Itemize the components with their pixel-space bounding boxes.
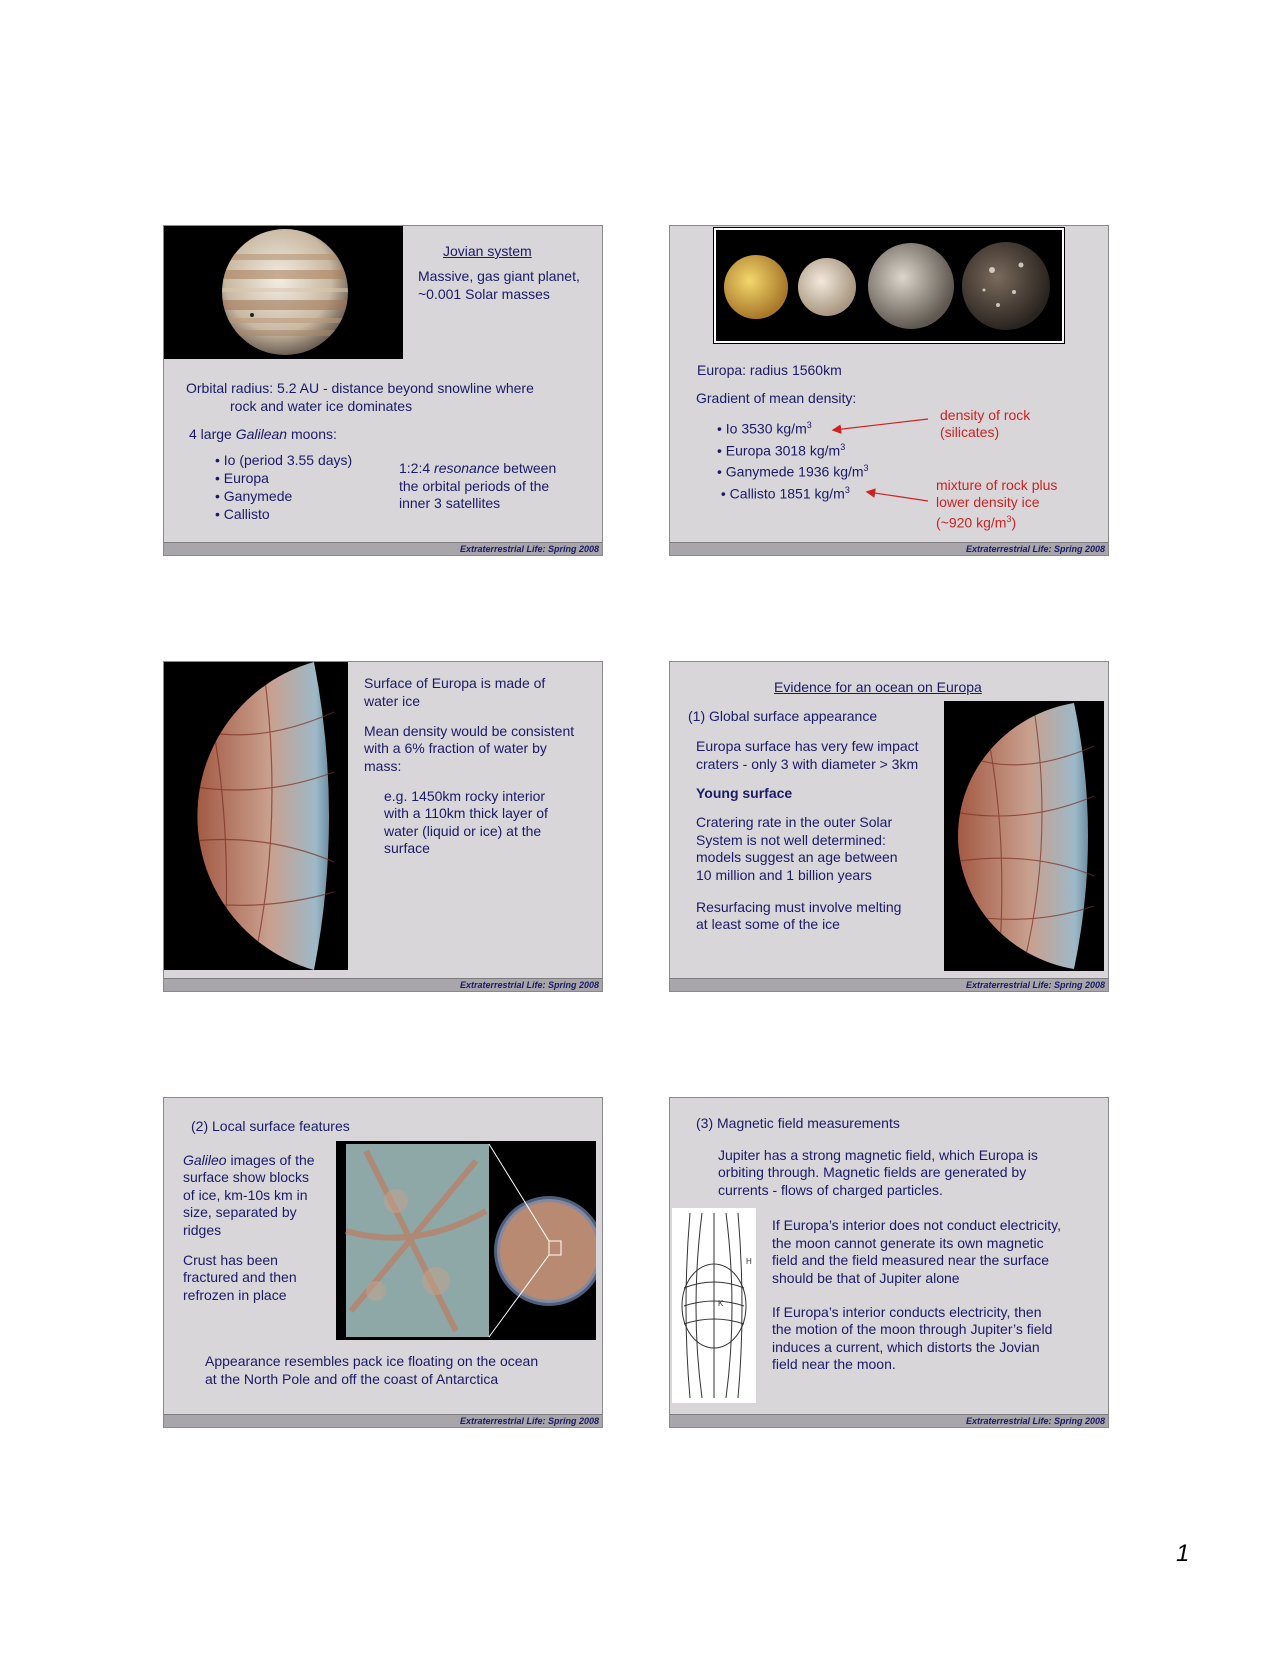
section-heading: (2) Local surface features bbox=[191, 1118, 350, 1134]
density-consistent-line-3: mass: bbox=[364, 758, 402, 774]
slide-footer: Extraterrestrial Life: Spring 2008 bbox=[164, 1414, 602, 1427]
page-number: 1 bbox=[1176, 1540, 1190, 1567]
cratering-line-3: models suggest an age between bbox=[696, 849, 898, 865]
orbital-radius-line-1: Orbital radius: 5.2 AU - distance beyond snowline where bbox=[186, 380, 534, 396]
resonance-line-2: the orbital periods of the bbox=[399, 478, 550, 494]
density-consistent-line-2: with a 6% fraction of water by bbox=[364, 740, 547, 756]
appearance-line-2: at the North Pole and off the coast of Antarctica bbox=[205, 1371, 499, 1387]
crust-line-3: refrozen in place bbox=[183, 1287, 287, 1303]
non-conducting-line-1: If Europa’s interior does not conduct electricity, bbox=[772, 1217, 1061, 1233]
craters-line-1: Europa surface has very few impact bbox=[696, 738, 919, 754]
list-item: • Io 3530 $kg/m^3$ bbox=[717, 420, 812, 437]
galileo-line-2: surface show blocks bbox=[183, 1169, 310, 1185]
slide-title: Jovian system bbox=[443, 243, 532, 259]
slide-footer: Extraterrestrial Life: Spring 2008 bbox=[164, 542, 602, 555]
resonance-line-3: inner 3 satellites bbox=[399, 495, 501, 511]
slide-local-surface bbox=[163, 1097, 603, 1428]
non-conducting-line-3: field and the field measured near the surface bbox=[772, 1252, 1050, 1268]
k-label: K bbox=[718, 1299, 724, 1308]
jupiter-field-line-3: currents - flows of charged particles. bbox=[718, 1182, 943, 1198]
density-consistent-line-1: Mean density would be consistent bbox=[364, 723, 575, 739]
slide-ocean-evidence bbox=[669, 661, 1109, 992]
conducting-line-2: the motion of the moon through Jupiter’s field bbox=[772, 1321, 1053, 1337]
crust-line-2: fractured and then bbox=[183, 1269, 297, 1285]
galileo-line-1: Galileo images of the bbox=[183, 1152, 315, 1168]
list-item: • Io (period 3.55 days) bbox=[215, 452, 353, 468]
jupiter-image bbox=[164, 226, 403, 359]
cratering-line-1: Cratering rate in the outer Solar bbox=[696, 814, 893, 830]
moon-list bbox=[215, 451, 352, 523]
moons-heading: 4 large Galilean moons: bbox=[189, 426, 337, 442]
magnetic-field-diagram bbox=[672, 1208, 756, 1403]
galileo-line-3: of ice, km-10s km in bbox=[183, 1187, 308, 1203]
craters-line-2: craters - only 3 with diameter > 3km bbox=[696, 756, 919, 772]
europa-image bbox=[164, 662, 348, 970]
jupiter-field-line-2: orbiting through. Magnetic fields are generated by bbox=[718, 1164, 1027, 1180]
slide-footer: Extraterrestrial Life: Spring 2008 bbox=[164, 978, 602, 991]
ice-mixture-annotation-1: mixture of rock plus bbox=[936, 477, 1058, 493]
section-heading: (3) Magnetic field measurements bbox=[696, 1115, 900, 1131]
h-label: H bbox=[746, 1257, 752, 1266]
galileo-line-5: ridges bbox=[183, 1222, 222, 1238]
resonance-line-1: 1:2:4 resonance between bbox=[399, 460, 557, 476]
non-conducting-line-4: should be that of Jupiter alone bbox=[772, 1270, 960, 1286]
crust-line-1: Crust has been bbox=[183, 1252, 278, 1268]
example-line-3: water (liquid or ice) at the bbox=[384, 823, 542, 839]
example-line-1: e.g. 1450km rocky interior bbox=[384, 788, 546, 804]
slide-footer: Extraterrestrial Life: Spring 2008 bbox=[670, 978, 1108, 991]
cratering-line-2: System is not well determined: bbox=[696, 832, 886, 848]
arrow-to-callisto-icon bbox=[868, 492, 928, 501]
surface-ice-line-1: Surface of Europa is made of bbox=[364, 675, 546, 691]
orbital-radius-line-2: rock and water ice dominates bbox=[230, 398, 413, 414]
annotation-arrows bbox=[670, 226, 1109, 556]
europa-radius: Europa: radius 1560km bbox=[697, 362, 842, 378]
europa-image bbox=[944, 701, 1104, 971]
description-line-2: ~0.001 Solar masses bbox=[418, 286, 550, 302]
cratering-line-4: 10 million and 1 billion years bbox=[696, 867, 872, 883]
rock-density-annotation-2: (silicates) bbox=[940, 424, 1000, 440]
slide-galilean-moons bbox=[669, 225, 1109, 556]
example-line-2: with a 110km thick layer of bbox=[384, 805, 548, 821]
list-item: • Callisto bbox=[215, 506, 270, 522]
list-item: • Ganymede bbox=[215, 488, 293, 504]
young-surface-label: Young surface bbox=[696, 785, 793, 801]
conducting-line-1: If Europa’s interior conducts electricity, then bbox=[772, 1304, 1042, 1320]
section-heading: (1) Global surface appearance bbox=[688, 708, 878, 724]
slide-magnetic-field bbox=[669, 1097, 1109, 1428]
example-line-4: surface bbox=[384, 840, 430, 856]
description-line-1: Massive, gas giant planet, bbox=[418, 268, 580, 284]
surface-closeup-image bbox=[336, 1141, 596, 1340]
slide-footer: Extraterrestrial Life: Spring 2008 bbox=[670, 1414, 1108, 1427]
galileo-line-4: size, separated by bbox=[183, 1204, 297, 1220]
list-item: • Europa bbox=[215, 470, 269, 486]
list-item: • Europa 3018 $kg/m^3$ bbox=[717, 441, 846, 459]
slide-footer: Extraterrestrial Life: Spring 2008 bbox=[670, 542, 1108, 555]
ice-mixture-annotation-2: lower density ice bbox=[936, 494, 1040, 510]
list-item: • Callisto 1851 $kg/m^3$ bbox=[720, 484, 850, 502]
slide-title: Evidence for an ocean on Europa bbox=[774, 679, 982, 695]
ice-mixture-annotation-3: (~920 $kg/m^3$) bbox=[936, 514, 1017, 531]
surface-ice-line-2: water ice bbox=[364, 693, 421, 709]
rock-density-annotation-1: density of rock bbox=[940, 407, 1031, 423]
resurfacing-line-2: at least some of the ice bbox=[696, 916, 840, 932]
conducting-line-3: induces a current, which distorts the Jovian bbox=[772, 1339, 1040, 1355]
non-conducting-line-2: the moon cannot generate its own magnetic bbox=[772, 1235, 1044, 1251]
jupiter-field-line-1: Jupiter has a strong magnetic field, which Europa is bbox=[718, 1147, 1038, 1163]
arrow-to-io-icon bbox=[834, 419, 928, 430]
slide-jovian-system bbox=[163, 225, 603, 556]
conducting-line-4: field near the moon. bbox=[772, 1356, 896, 1372]
appearance-line-1: Appearance resembles pack ice floating on the ocean bbox=[205, 1353, 539, 1369]
slide-europa-surface bbox=[163, 661, 603, 992]
density-gradient-heading: Gradient of mean density: bbox=[696, 390, 857, 406]
resurfacing-line-1: Resurfacing must involve melting bbox=[696, 899, 902, 915]
list-item: • Ganymede 1936 $kg/m^3$ bbox=[717, 463, 869, 480]
